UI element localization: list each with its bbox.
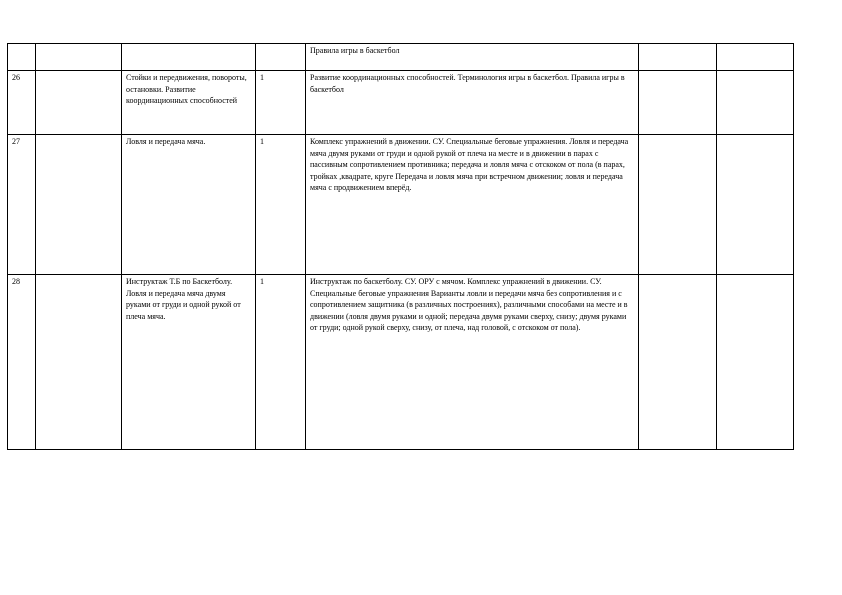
empty-cell (639, 135, 717, 275)
lesson-number-cell: 28 (8, 275, 36, 450)
hours-cell (256, 44, 306, 71)
lesson-content-cell: Инструктаж по баскетболу. СУ. ОРУ с мячом. Комплекс упражнений в движении. СУ. Специальные беговые упражнения Варианты ловли и передачи мяча без сопротивления и с сопротивлением защитника (в различных построениях), различными способами на месте и в движении (ловля двумя руками и одной; передача двумя руками сверху, снизу; двумя руками от груди; одной рукой сверху, снизу, от плеча, над головой, с отскоком от пола). (306, 275, 639, 450)
empty-cell (717, 71, 794, 135)
lesson-number-cell: 26 (8, 71, 36, 135)
hours-cell: 1 (256, 135, 306, 275)
empty-cell (717, 275, 794, 450)
hours-cell: 1 (256, 71, 306, 135)
lesson-topic-cell: Инструктаж Т.Б по Баскетболу. Ловля и передача мяча двумя руками от груди и одной рукой от плеча мяча. (122, 275, 256, 450)
empty-cell (36, 275, 122, 450)
empty-cell (639, 44, 717, 71)
empty-cell (639, 275, 717, 450)
empty-cell (639, 71, 717, 135)
table-row (8, 44, 794, 71)
lesson-plan-table (7, 43, 794, 450)
lesson-topic-cell (122, 44, 256, 71)
lesson-topic-cell: Стойки и передвижения, повороты, остановки. Развитие координационных способностей (122, 71, 256, 135)
lesson-number-cell: 27 (8, 135, 36, 275)
lesson-topic-cell: Ловля и передача мяча. (122, 135, 256, 275)
table-row (8, 135, 794, 275)
empty-cell (36, 135, 122, 275)
lesson-content-cell: Правила игры в баскетбол (306, 44, 639, 71)
empty-cell (717, 44, 794, 71)
lesson-content-cell: Комплекс упражнений в движении. СУ. Специальные беговые упражнения. Ловля и передача мяча двумя руками от груди и одной рукой от плеча на месте и в движении в парах с пассивным сопротивлением противника; передача и ловля мяча с отскоком от пола (в парах, тройках ,квадрате, круге Передача и ловля мяча при встречном движении; ловля и передача мяча с продвижением вперёд. (306, 135, 639, 275)
empty-cell (717, 135, 794, 275)
table-row (8, 71, 794, 135)
lesson-number-cell (8, 44, 36, 71)
empty-cell (36, 71, 122, 135)
hours-cell: 1 (256, 275, 306, 450)
lesson-content-cell: Развитие координационных способностей. Терминология игры в баскетбол. Правила игры в баскетбол (306, 71, 639, 135)
table-row (8, 275, 794, 450)
empty-cell (36, 44, 122, 71)
